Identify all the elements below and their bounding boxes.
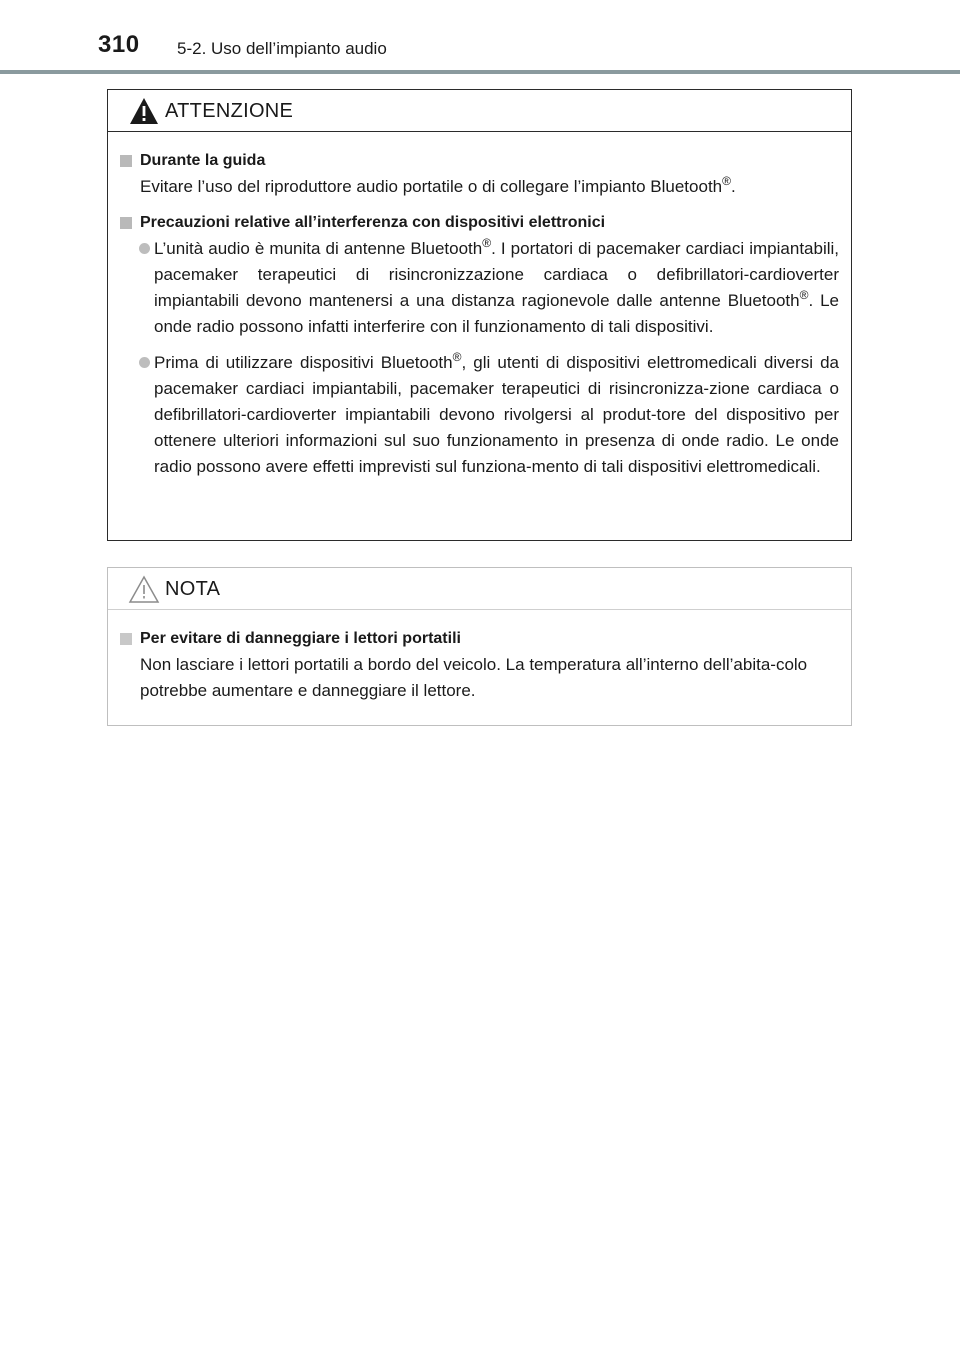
square-bullet-icon: [120, 633, 132, 645]
section-heading: [120, 148, 839, 174]
round-bullet-icon: [139, 243, 150, 254]
warning-box-body: [108, 132, 851, 480]
registered-mark: ®: [799, 288, 809, 302]
square-bullet-icon: [120, 155, 132, 167]
section-heading: [120, 626, 839, 652]
list-item-text: L’unità audio è munita di antenne Bluetooth: [154, 239, 483, 258]
list-item-text: , gli utenti di dispositivi elettromedicali diversi da pacemaker cardiaci impiantabili, pacemaker terapeutici di risincronizza-zione cardiaca o defibrillatori-cardioverter impiantabili devono rivolgersi al produt-tore del dispositivo per ottenere ulteriori informazioni sul suo funzionamento in presenza di onde radio. Le onde radio possono avere effetti imprevisti sul funziona-mento di tali dispositivi elettromedicali.: [154, 353, 839, 476]
round-bullet-icon: [139, 357, 150, 368]
page-number: 310: [98, 31, 140, 58]
warning-box: [107, 89, 852, 541]
list-item-text: . I portatori di pacemaker cardiaci impiantabili, pacemaker terapeutici di risincronizzazione cardiaca o defibrillatori-cardioverter impiantabili devono mantenersi a una distanza ragionevole dalle antenne Bluetooth: [154, 239, 839, 310]
registered-mark: ®: [452, 350, 462, 364]
registered-mark: ®: [482, 236, 492, 250]
page-header: [0, 0, 960, 76]
heading-text: Durante la guida: [140, 152, 266, 169]
list-item-text: Prima di utilizzare dispositivi Bluetooth: [154, 353, 453, 372]
heading-text: Per evitare di danneggiare i lettori portatili: [140, 630, 461, 647]
paragraph: [120, 174, 839, 200]
section-title: 5-2. Uso dell’impianto audio: [177, 39, 387, 58]
registered-mark: ®: [722, 174, 731, 188]
paragraph-text: Evitare l’uso del riproduttore audio portatile o di collegare l’impianto Bluetooth: [140, 177, 723, 196]
section-heading: [120, 210, 839, 236]
warning-box-header: [108, 90, 851, 132]
heading-text: Precauzioni relative all’interferenza con dispositivi elettronici: [140, 214, 606, 231]
list-item: [120, 236, 839, 340]
header-rule: [0, 70, 960, 74]
warning-box-title: ATTENZIONE: [165, 100, 294, 122]
notice-box-header: [108, 568, 851, 610]
notice-box: [107, 567, 852, 726]
notice-box-title: NOTA: [165, 578, 221, 600]
paragraph: Non lasciare i lettori portatili a bordo del veicolo. La temperatura all’interno dell’abita-colo potrebbe aumentare e danneggiare il lettore.: [140, 655, 808, 700]
warning-triangle-icon: [128, 96, 160, 126]
square-bullet-icon: [120, 217, 132, 229]
list-item-text: . Le onde radio possono infatti interferire con il funzionamento di tali dispositivi.: [154, 291, 840, 336]
paragraph-text: .: [730, 177, 736, 196]
list-item: [120, 350, 839, 480]
caution-triangle-outline-icon: [128, 574, 160, 604]
notice-box-body: [108, 610, 851, 704]
